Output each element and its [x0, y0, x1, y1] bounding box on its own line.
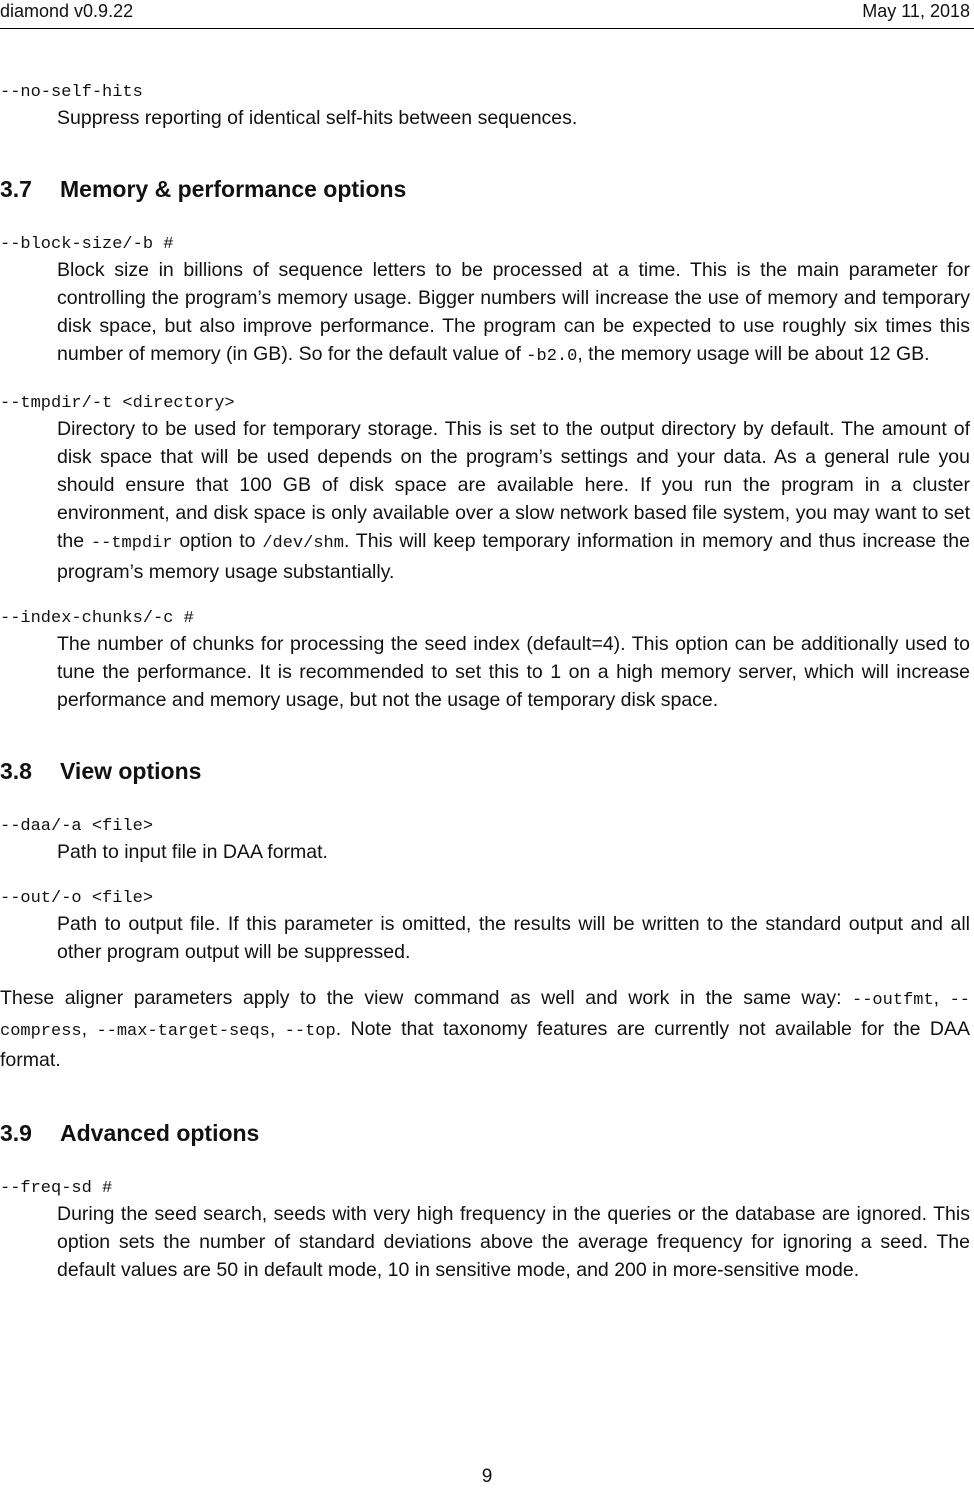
- option-tmpdir: --tmpdir/-t <directory>: [0, 394, 235, 413]
- view-para-text-b: . Note that taxonomy features are currently not available for the DAA format.: [0, 1018, 971, 1071]
- tmpdir-desc-a: Directory to be used for temporary storage. This is set to the output directory by default. The amount of disk space that will be used depends on the program’s settings and your data. As a general rule you should ensure that 100 GB of disk space are available here. If you run the program in a cluster environment, and disk space is only available over a slow network based file system, you may want to set the: [57, 418, 970, 552]
- section-3-8-title: View options: [60, 758, 202, 784]
- option-tmpdir-desc: [57, 415, 970, 586]
- view-para-text-a: These aligner parameters apply to the view command as well and work in the same way:: [0, 987, 853, 1009]
- tmpdir-desc-b: option to: [172, 530, 263, 552]
- page-number: 9: [481, 1466, 493, 1487]
- header-date: May 11, 2018: [862, 1, 970, 21]
- option-index-chunks: --index-chunks/-c #: [0, 609, 194, 628]
- header-title: diamond v0.9.22: [0, 1, 134, 21]
- option-daa: --daa/-a <file>: [0, 817, 154, 836]
- tmpdir-desc-c: . This will keep temporary information in memory and thus increase the program’s memory usage substantially.: [57, 530, 970, 583]
- section-3-7-heading: [0, 174, 970, 204]
- view-para-code-outfmt: --outfmt: [852, 991, 934, 1010]
- section-3-9-title: Advanced options: [60, 1120, 260, 1146]
- section-3-9-heading: [0, 1118, 970, 1148]
- option-block-size-desc: [57, 256, 970, 371]
- block-size-desc-a: Block size in billions of sequence letters to be processed at a time. This is the main parameter for controlling the program’s memory usage. Bigger numbers will increase the use of memory and temporary disk space, but also improve performance. The program can be expected to use roughly six times this number of memory (in GB). So for the default value of: [57, 259, 970, 365]
- section-3-8-heading: [0, 756, 970, 786]
- option-no-self-hits-desc: Suppress reporting of identical self-hits between sequences.: [57, 107, 578, 129]
- view-para-sep-b: ,: [81, 1018, 97, 1040]
- view-para-code-max-target-seqs: --max-target-seqs: [96, 1022, 270, 1041]
- tmpdir-code-b: /dev/shm: [262, 534, 344, 553]
- section-3-8-number: 3.8: [0, 758, 32, 784]
- view-para-sep-a: ,: [933, 987, 950, 1009]
- block-size-code: -b2.0: [526, 347, 578, 366]
- view-para-code-compress: --compress: [0, 991, 970, 1041]
- option-out-desc: Path to output file. If this parameter is omitted, the results will be written to the standard output and all other program output will be suppressed.: [57, 913, 970, 963]
- option-freq-sd-desc: During the seed search, seeds with very high frequency in the queries or the database are ignored. This option sets the number of standard deviations above the average frequency for ignoring a seed. The default values are 50 in default mode, 10 in sensitive mode, and 200 in more-sensitive mode.: [57, 1203, 970, 1281]
- option-block-size: --block-size/-b #: [0, 235, 174, 254]
- option-freq-sd: --freq-sd #: [0, 1179, 113, 1198]
- block-size-desc-b: , the memory usage will be about 12 GB.: [577, 343, 930, 365]
- running-header: [0, 0, 974, 29]
- option-daa-desc: Path to input file in DAA format.: [57, 841, 328, 863]
- view-parameters-paragraph: [0, 984, 970, 1074]
- view-para-sep-c: ,: [269, 1018, 285, 1040]
- option-out: --out/-o <file>: [0, 889, 154, 908]
- section-3-9-number: 3.9: [0, 1120, 32, 1146]
- option-no-self-hits: --no-self-hits: [0, 83, 143, 102]
- page-content: [0, 82, 970, 1284]
- option-index-chunks-desc: The number of chunks for processing the seed index (default=4). This option can be additionally used to tune the performance. It is recommended to set this to 1 on a high memory server, which will increase performance and memory usage, but not the usage of temporary disk space.: [57, 633, 970, 711]
- section-3-7-title: Memory & performance options: [60, 176, 407, 202]
- section-3-7-number: 3.7: [0, 176, 32, 202]
- view-para-code-top: --top: [284, 1022, 336, 1041]
- tmpdir-code-a: --tmpdir: [90, 534, 173, 553]
